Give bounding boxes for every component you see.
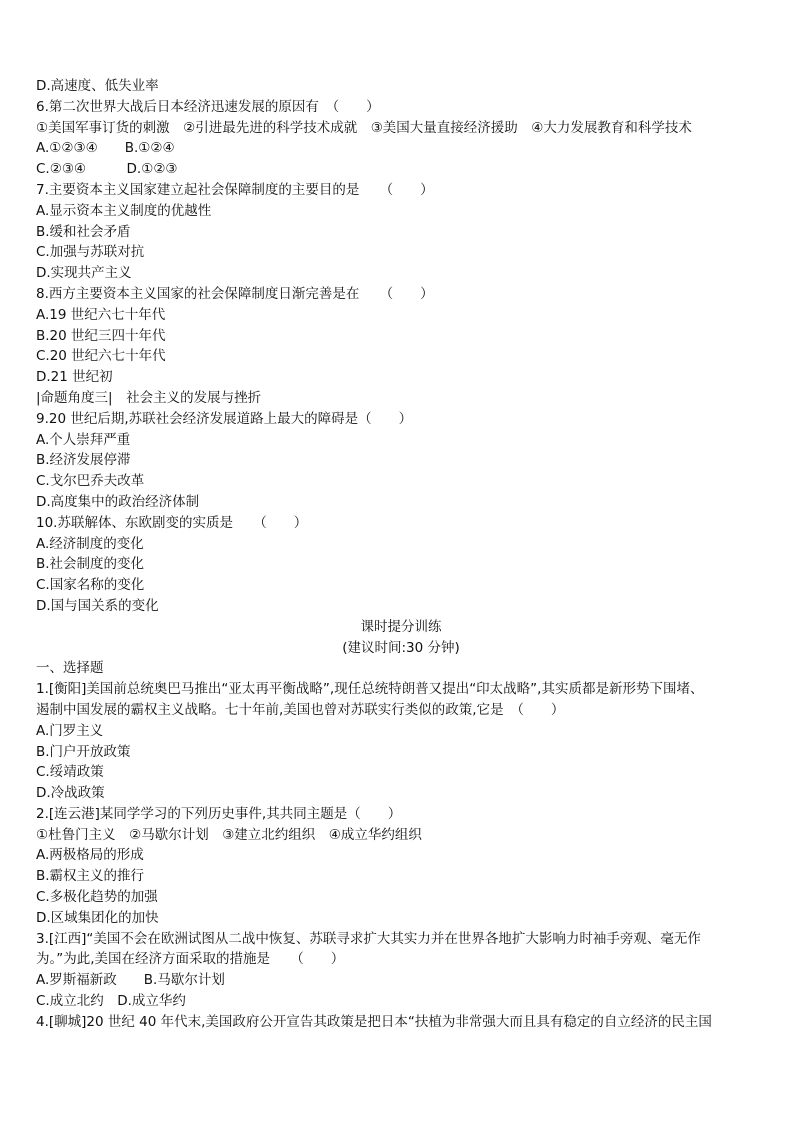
exercise-1-option-a: A.门罗主义	[36, 722, 104, 739]
section-title: 课时提分训练	[360, 618, 442, 635]
exercise-2-option-d: D.区域集团化的加快	[36, 909, 159, 926]
question-8: 8.西方主要资本主义国家的社会保障制度日渐完善是在 （ ）	[36, 285, 434, 302]
exercise-2-option-c: C.多极化趋势的加强	[36, 889, 158, 906]
option-d-q5: D.高速度、低失业率	[36, 78, 159, 94]
question-10: 10.苏联解体、东欧剧变的实质是 （ ）	[36, 514, 308, 531]
exercise-1-option-d: D.冷战政策	[36, 785, 105, 802]
exercise-1-option-c: C.绥靖政策	[36, 764, 104, 781]
question-block-1	[36, 76, 766, 617]
question-6-options-cd: C.②③④ D.①②③	[36, 161, 178, 178]
exercise-1: 1.[衡阳]美国前总统奥巴马推出“亚太再平衡战略”,现任总统特朗普又提出“印太战略”,其实质都是新形势下围堵、	[36, 681, 704, 698]
exercise-2-option-b: B.霸权主义的推行	[36, 868, 145, 885]
question-6: 6.第二次世界大战后日本经济迅速发展的原因有 （ ）	[36, 98, 380, 115]
question-10-option-b: B.社会制度的变化	[36, 556, 145, 573]
exercise-3-options-ab: A.罗斯福新政 B.马歇尔计划	[36, 972, 225, 989]
exercise-4: 4.[聊城]20 世纪 40 年代末,美国政府公开宣告其政策是把日本“扶植为非常强大而且具有稳定的自立经济的民主国	[36, 1013, 712, 1030]
exercise-2: 2.[连云港]某同学学习的下列历史事件,其共同主题是（ ）	[36, 805, 402, 822]
question-10-option-d: D.国与国关系的变化	[36, 597, 159, 614]
question-9-option-b: B.经济发展停滞	[36, 452, 131, 469]
question-7-option-d: D.实现共产主义	[36, 265, 132, 282]
exercise-1-option-b: B.门户开放政策	[36, 743, 131, 760]
question-7-option-b: B.缓和社会矛盾	[36, 223, 131, 240]
exercise-1-cont: 遏制中国发展的霸权主义战略。七十年前,美国也曾对苏联实行类似的政策,它是 （ ）	[36, 701, 565, 718]
question-7-option-c: C.加强与苏联对抗	[36, 244, 145, 261]
question-block-2	[36, 658, 766, 1032]
question-9-option-c: C.戈尔巴乔夫改革	[36, 473, 145, 490]
question-6-items: ①美国军事订货的刺激 ②引进最先进的科学技术成就 ③美国大量直接经济援助 ④大力发展教育和科学技术	[36, 119, 692, 136]
question-8-option-d: D.21 世纪初	[36, 369, 113, 386]
document-page	[36, 76, 766, 1033]
exercise-3-options-cd: C.成立北约 D.成立华约	[36, 993, 186, 1010]
question-7-option-a: A.显示资本主义制度的优越性	[36, 202, 212, 219]
question-8-option-a: A.19 世纪六七十年代	[36, 306, 166, 323]
part-heading: 一、选择题	[36, 660, 104, 677]
question-6-options-ab: A.①②③④ B.①②④	[36, 140, 175, 157]
question-8-option-c: C.20 世纪六七十年代	[36, 348, 166, 365]
question-10-option-a: A.经济制度的变化	[36, 535, 144, 552]
question-10-option-c: C.国家名称的变化	[36, 577, 145, 594]
section-subtitle: (建议时间:30 分钟)	[342, 639, 460, 656]
exercise-2-option-a: A.两极格局的形成	[36, 847, 144, 864]
topic-heading: |命题角度三| 社会主义的发展与挫折	[36, 389, 262, 406]
question-9: 9.20 世纪后期,苏联社会经济发展道路上最大的障碍是（ ）	[36, 410, 413, 427]
question-7: 7.主要资本主义国家建立起社会保障制度的主要目的是 （ ）	[36, 181, 434, 198]
exercise-2-items: ①杜鲁门主义 ②马歇尔计划 ③建立北约组织 ④成立华约组织	[36, 826, 422, 843]
exercise-3-cont: 为。”为此,美国在经济方面采取的措施是 （ ）	[36, 951, 345, 968]
exercise-3: 3.[江西]“美国不会在欧洲试图从二战中恢复、苏联寻求扩大其实力并在世界各地扩大影响力时袖手旁观、毫无作	[36, 930, 701, 947]
question-8-option-b: B.20 世纪三四十年代	[36, 327, 166, 344]
question-9-option-a: A.个人崇拜严重	[36, 431, 131, 448]
question-9-option-d: D.高度集中的政治经济体制	[36, 493, 200, 510]
